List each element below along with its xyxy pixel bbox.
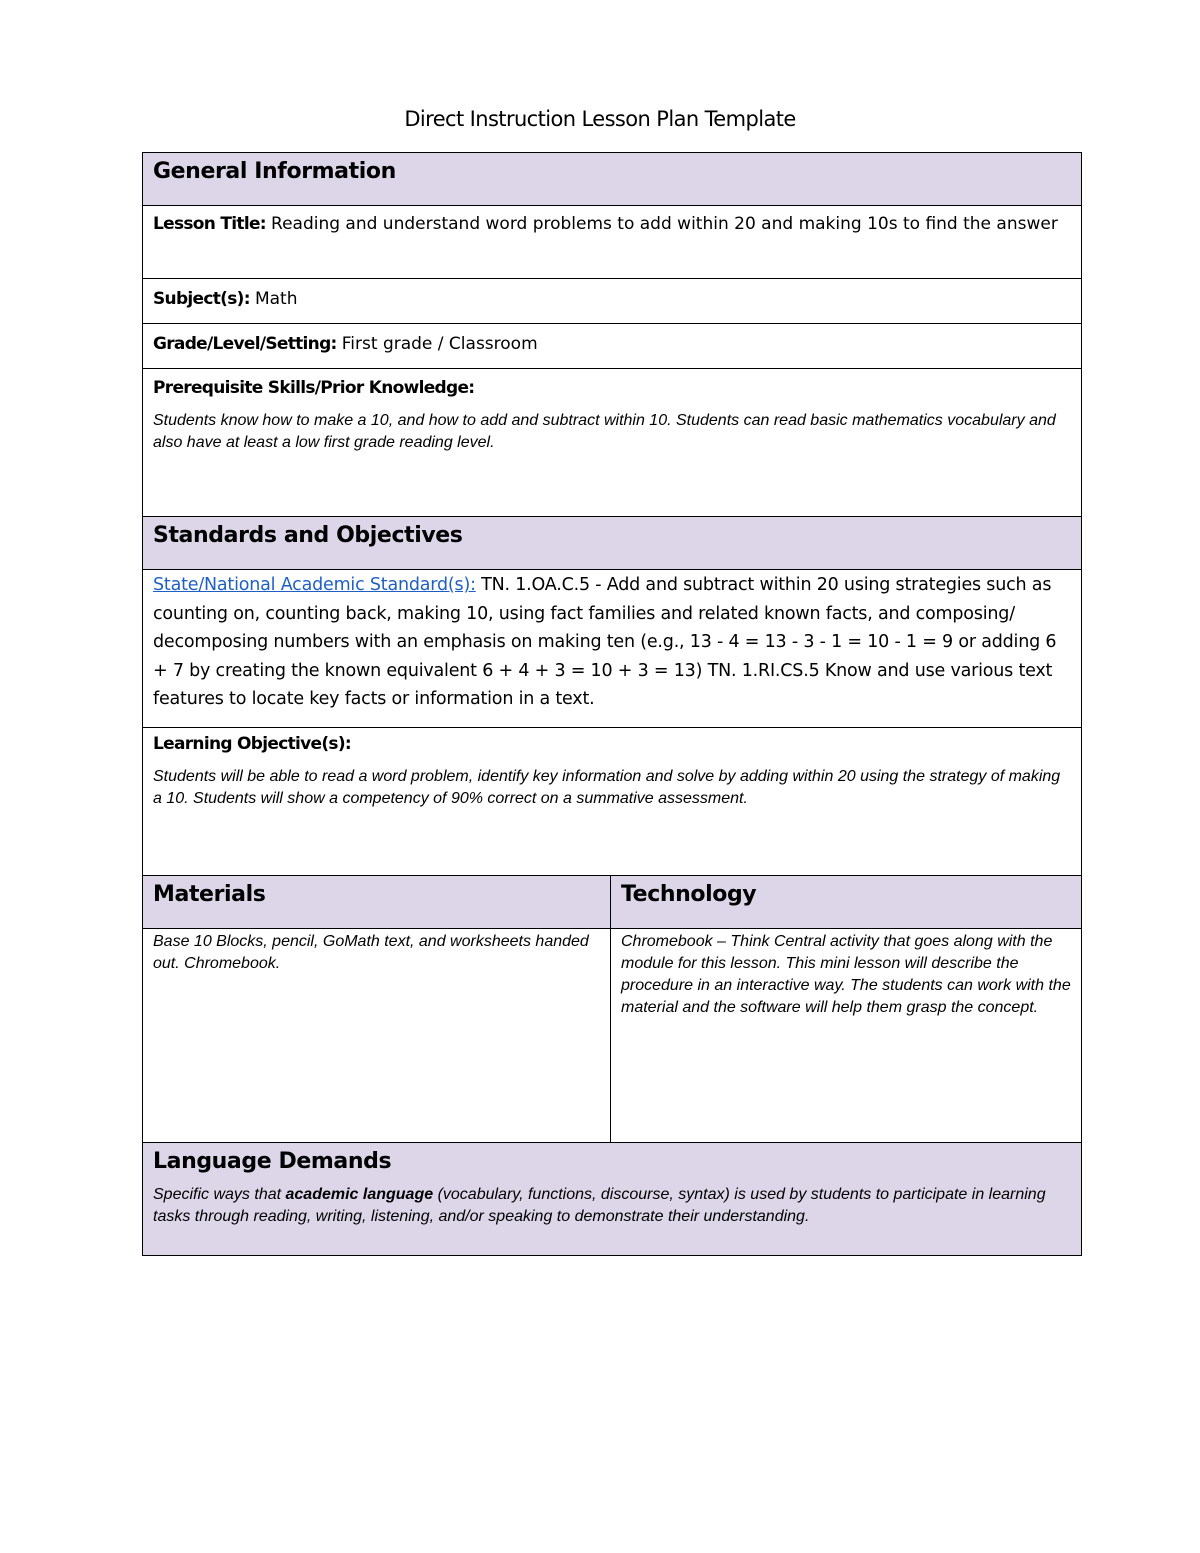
objectives-row	[143, 728, 1082, 876]
prerequisite-cell	[143, 369, 1082, 517]
lesson-title-label: Lesson Title:	[153, 214, 266, 234]
language-demands-text-before: Specific ways that	[153, 1186, 286, 1203]
technology-value: Chromebook – Think Central activity that goes along with the module for this lesson. This mini lesson will describe the procedure in an interactive way. The students can work with the material and the software will help them grasp the concept.	[621, 933, 1071, 1016]
document-title: Direct Instruction Lesson Plan Template	[404, 107, 796, 131]
lesson-title-cell	[143, 206, 1082, 279]
subjects-cell	[143, 279, 1082, 324]
prerequisite-row	[143, 369, 1082, 517]
language-demands-title: Language Demands	[153, 1149, 392, 1174]
materials-cell	[143, 929, 611, 1143]
standards-link[interactable]: State/National Academic Standard(s):	[153, 575, 476, 595]
general-information-header-row	[143, 153, 1082, 206]
general-information-header	[143, 153, 1082, 206]
materials-technology-header-row	[143, 876, 1082, 929]
materials-title: Materials	[153, 882, 266, 907]
objectives-value: Students will be able to read a word problem, identify key information and solve by adding within 20 using the strategy of making a 10. Students will show a competency of 90% correct on a summative assessment.	[153, 768, 1061, 807]
language-demands-cell	[143, 1143, 1082, 1256]
language-demands-text-bold: academic language	[285, 1186, 434, 1203]
lesson-title-value: Reading and understand word problems to add within 20 and making 10s to find the answer	[271, 214, 1058, 234]
grade-row	[143, 324, 1082, 369]
technology-header	[611, 876, 1082, 929]
standards-title: Standards and Objectives	[153, 523, 463, 548]
lesson-plan-table	[142, 152, 1082, 1256]
language-demands-text	[153, 1184, 1071, 1228]
language-demands-text-after: (vocabulary, functions, discourse, syntax) is used by students to participate in learning tasks through reading, writing, listening, and/or speaking to demonstrate their understanding.	[153, 1186, 1046, 1225]
lesson-title-row	[143, 206, 1082, 279]
grade-label: Grade/Level/Setting:	[153, 334, 337, 354]
general-information-title: General Information	[153, 159, 396, 184]
standards-cell	[143, 570, 1082, 728]
subjects-row	[143, 279, 1082, 324]
standards-value: TN. 1.OA.C.5 - Add and subtract within 20 using strategies such as counting on, counting back, making 10, using fact families and related known facts, and composing/ decomposing numbers with an emphasis on making ten (e.g., 13 - 4 = 13 - 3 - 1 = 10 - 1 = 9 or adding 6 + 7 by creating the known equivalent 6 + 4 + 3 = 10 + 3 = 13) TN. 1.RI.CS.5 Know and use various text features to locate key facts or information in a text.	[153, 575, 1057, 709]
standards-row	[143, 570, 1082, 728]
grade-value: First grade / Classroom	[341, 334, 538, 354]
prerequisite-label: Prerequisite Skills/Prior Knowledge:	[153, 378, 475, 398]
standards-header	[143, 517, 1082, 570]
standards-header-row	[143, 517, 1082, 570]
objectives-label: Learning Objective(s):	[153, 734, 352, 754]
subjects-label: Subject(s):	[153, 289, 250, 309]
technology-title: Technology	[621, 882, 757, 907]
language-demands-row	[143, 1143, 1082, 1256]
materials-header	[143, 876, 611, 929]
grade-cell	[143, 324, 1082, 369]
technology-cell	[611, 929, 1082, 1143]
materials-technology-row	[143, 929, 1082, 1143]
materials-value: Base 10 Blocks, pencil, GoMath text, and worksheets handed out. Chromebook.	[153, 933, 589, 972]
objectives-cell	[143, 728, 1082, 876]
prerequisite-value: Students know how to make a 10, and how to add and subtract within 10. Students can read basic mathematics vocabulary and also have at least a low first grade reading level.	[153, 412, 1056, 451]
subjects-value: Math	[254, 289, 298, 309]
